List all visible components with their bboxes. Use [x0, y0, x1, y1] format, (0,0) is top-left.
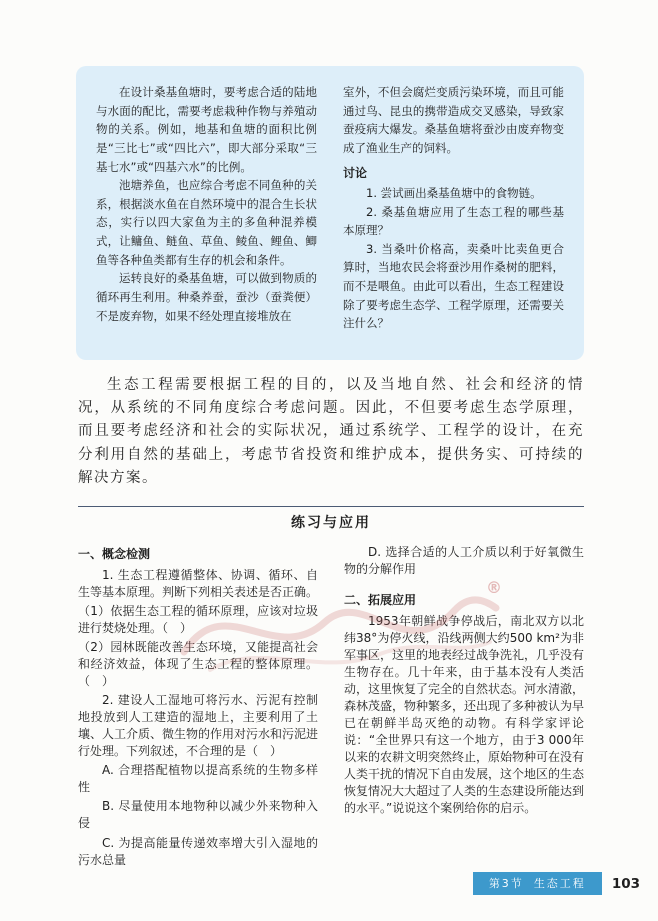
question-2-option-d: D. 选择合适的人工介质以利于好氧微生物的分解作用: [344, 545, 584, 577]
question-2-option-a: A. 合理搭配植物以提高系统的生物多样性: [78, 763, 318, 795]
case-paragraph-1: 在设计桑基鱼塘时，要考虑合适的陆地与水面的配比，需要考虑栽种作物与养殖动物的关系。例如，地基和鱼塘的面积比例是“三比七”或“四比六”，即大部分采取“三基七水”或“四基六水”的比例。: [96, 85, 317, 174]
exercises-columns: [78, 544, 584, 871]
extension-heading: 二、拓展应用: [344, 593, 417, 608]
question-1-item-1: （1）依据生态工程的循环原理，应该对垃圾进行焚烧处理。（ ）: [78, 604, 318, 636]
exercises-right-column: [344, 544, 584, 871]
discussion-item-1: 1. 尝试画出桑基鱼塘中的食物链。: [366, 185, 542, 200]
concept-check-heading: 一、概念检测: [78, 547, 151, 561]
question-1: 1. 生态工程遵循整体、协调、循环、自生等基本原理。判断下列相关表述是否正确。: [78, 568, 319, 600]
footer-section-band: [473, 872, 602, 895]
registered-trademark-icon: ®: [486, 578, 502, 597]
case-paragraph-3: 运转良好的桑基鱼塘，可以做到物质的循环再生利用。种桑养蚕，蚕沙（蚕粪便）不是废弃物，如果不经处理直接堆放在: [96, 271, 317, 323]
discussion-item-3: 3. 当桑叶价格高，卖桑叶比卖鱼更合算时，当地农民会将蚕沙用作桑树的肥料，而不是喂鱼。由此可以看出，生态工程建设除了要考虑生态学、工程学原理，还需要关注什么？: [343, 241, 564, 331]
footer-section-title: 生态工程: [533, 877, 586, 890]
footer-section-number: 第3节: [488, 877, 524, 890]
page-number: 103: [611, 875, 640, 892]
section-divider-line: [78, 506, 584, 507]
question-1-item-2: （2）园林既能改善生态环境，又能提高社会和经济效益，体现了生态工程的整体原理。（ ）: [78, 640, 318, 689]
page-footer: [473, 872, 640, 895]
question-2-option-c: C. 为提高能量传递效率增大引入湿地的污水总量: [78, 835, 318, 867]
case-study-right-column: [343, 83, 564, 346]
case-study-box: [76, 66, 584, 360]
exercises-section: [78, 506, 584, 871]
question-2-option-b: B. 尽量使用本地物种以减少外来物种入侵: [78, 799, 318, 831]
discussion-item-2: 2. 桑基鱼塘应用了生态工程的哪些基本原理？: [343, 204, 564, 238]
exercises-heading: 练习与应用: [291, 515, 371, 531]
case-study-left-column: [96, 83, 317, 346]
extension-text: 1953年朝鲜战争停战后，南北双方以北纬38°为停火线，沿线两侧大约500 km²为非军事区，这里的地表经过战争洗礼，几乎没有生物存在。几十年来，由于基本没有人类活动，这里恢复了完全的自然状态。河水清澈，森林茂盛，物种繁多，还出现了多种被认为早已在朝鲜半岛灭绝的动物。有科学家评论说：“全世界只有这一个地方，由于3 000年以来的农耕文明突然终止，原始物种可在没有人类干扰的情况下自由发展，这个地区的生态恢复情况大大超过了人类的生态建设所能达到的水平。”说说这个案例给你的启示。: [344, 614, 585, 816]
case-paragraph-continuation: 室外，不但会腐烂变质污染环境，而且可能通过鸟、昆虫的携带造成交叉感染，导致家蚕疫病大爆发。桑基鱼塘将蚕沙由废弃物变成了渔业生产的饲料。: [343, 85, 564, 155]
case-paragraph-2: 池塘养鱼，也应综合考虑不同鱼种的关系，根据淡水鱼在自然环境中的混合生长状态，实行以四大家鱼为主的多鱼种混养模式，让鳙鱼、鲢鱼、草鱼、鲮鱼、鲤鱼、鲫鱼等各种鱼类都有生存的机会和条件。: [96, 178, 317, 267]
exercises-left-column: [78, 544, 318, 871]
question-2: 2. 建设人工湿地可将污水、污泥有控制地投放到人工建造的湿地上，主要利用了土壤、人工介质、微生物的作用对污水和污泥进行处理。下列叙述，不合理的是（ ）: [78, 693, 319, 759]
main-body-paragraph: 生态工程需要根据工程的目的，以及当地自然、社会和经济的情况，从系统的不同角度综合考虑问题。因此，不但要考虑生态学原理，而且要考虑经济和社会的实际状况，通过系统学、工程学的设计，在充分利用自然的基础上，考虑节省投资和维护成本，提供务实、可持续的解决方案。: [78, 377, 584, 486]
discussion-heading: 讨论: [343, 165, 368, 180]
